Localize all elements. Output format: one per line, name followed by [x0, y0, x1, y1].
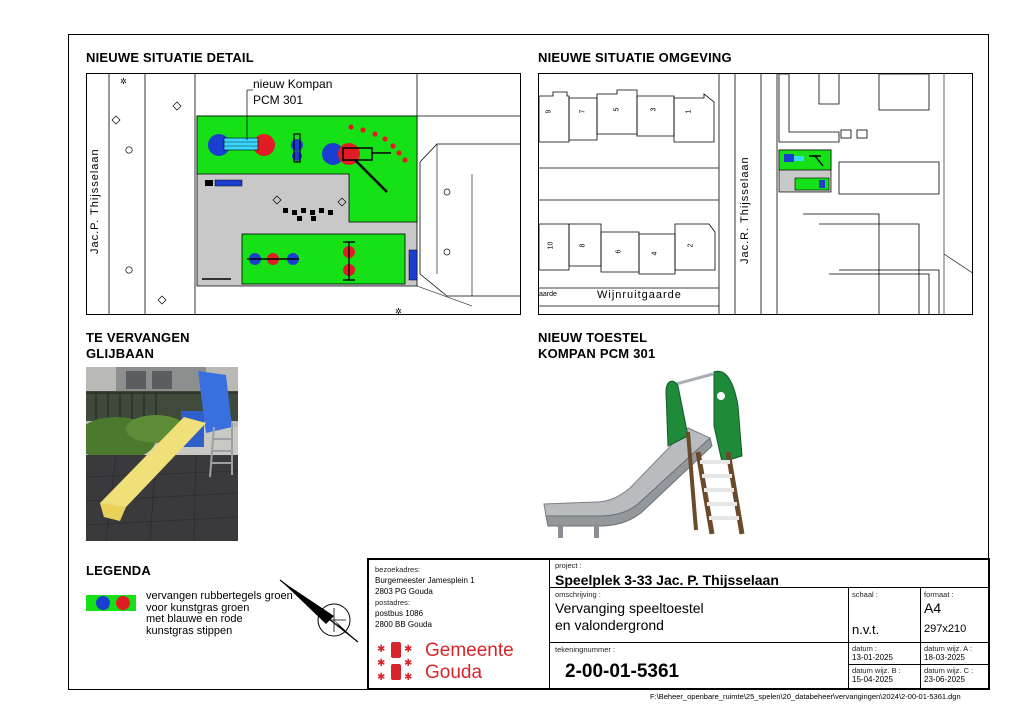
- detail-title: NIEUWE SITUATIE DETAIL: [86, 50, 254, 65]
- legend-title: LEGENDA: [86, 563, 151, 578]
- omgeving-map-drawing: [539, 74, 973, 315]
- house-number-3: 3: [650, 107, 658, 112]
- datum-label: datum :: [852, 644, 878, 653]
- file-path: F:\Beheer_openbare_ruimte\25_spelen\20_databeheer\vervangingen\2024\2-00-01-5361.dgn: [650, 692, 961, 701]
- house-number-6: 6: [615, 249, 623, 254]
- bezoekadres-line1: Burgemeester Jamesplein 1: [375, 576, 475, 585]
- formaat-label: formaat :: [924, 590, 954, 599]
- detail-callout-line2: PCM 301: [253, 93, 304, 107]
- vervangen-title-line2: GLIJBAAN: [86, 346, 155, 361]
- datum-value: 13-01-2025: [852, 653, 893, 662]
- house-number-1: 1: [685, 109, 693, 114]
- detail-map: [86, 73, 521, 315]
- house-number-8: 8: [579, 243, 587, 248]
- old-slide-image: [86, 367, 238, 541]
- gouda-logo-icon: [377, 640, 415, 682]
- bezoekadres-line2: 2803 PG Gouda: [375, 587, 433, 596]
- tb-divider-v3: [920, 588, 921, 688]
- legend-swatch: [86, 595, 136, 611]
- tekeningnummer-label: tekeningnummer :: [555, 645, 616, 654]
- omgeving-street-bottom-left: aarde: [539, 291, 557, 298]
- gouda-logo-mark: [377, 640, 415, 682]
- legend-text: [146, 591, 293, 637]
- wijz-b-label: datum wijz. B :: [852, 666, 901, 675]
- north-arrow-drawing: [276, 576, 364, 646]
- project-label: project :: [555, 561, 582, 570]
- schaal-label: schaal :: [852, 590, 878, 599]
- omgeving-street-bottom: Wijnruitgaarde: [597, 289, 682, 301]
- wijz-c-value: 23-06-2025: [924, 675, 965, 684]
- logo-text-line2: Gouda: [425, 662, 483, 683]
- new-slide-illustration: [538, 366, 763, 546]
- tb-divider-h3: [849, 642, 989, 643]
- legend-swatch-dots: [86, 595, 136, 611]
- omschrijving-label: omschrijving :: [555, 590, 601, 599]
- schaal-value: n.v.t.: [852, 622, 880, 637]
- tb-divider-h4: [849, 664, 989, 665]
- postadres-line1: postbus 1086: [375, 609, 424, 618]
- postadres-label: postadres:: [375, 598, 411, 607]
- wijz-a-label: datum wijz. A :: [924, 644, 972, 653]
- project-value: Speelplek 3-33 Jac. P. Thijsselaan: [555, 572, 779, 588]
- logo-text-line1: Gemeente: [425, 640, 514, 661]
- tekeningnummer-value: 2-00-01-5361: [565, 661, 680, 682]
- legend-line-2: voor kunstgras groen: [146, 601, 250, 614]
- house-number-2: 2: [687, 243, 695, 248]
- house-number-5: 5: [613, 107, 621, 112]
- legend-line-4: kunstgras stippen: [146, 624, 233, 637]
- svg-text:✱: ✱: [404, 672, 413, 682]
- wijz-b-value: 15-04-2025: [852, 675, 893, 684]
- north-arrow-icon: [276, 576, 364, 646]
- svg-text:✱: ✱: [377, 672, 386, 682]
- wijz-c-label: datum wijz. C :: [924, 666, 974, 675]
- omschrijving-line2: en valondergrond: [555, 617, 664, 633]
- svg-text:✱: ✱: [377, 658, 386, 669]
- house-number-7: 7: [579, 109, 587, 114]
- title-block: [367, 558, 990, 690]
- svg-text:✱: ✱: [404, 658, 413, 669]
- tb-divider-left: [549, 560, 550, 688]
- house-number-9: 9: [545, 109, 553, 114]
- svg-text:✲: ✲: [395, 307, 402, 316]
- legend-line-3: met blauwe en rode: [146, 613, 243, 625]
- omgeving-map: [538, 73, 973, 315]
- vervangen-title-line1: TE VERVANGEN: [86, 330, 190, 345]
- house-number-10: 10: [547, 241, 555, 250]
- detail-callout-line1: nieuw Kompan: [253, 77, 333, 91]
- tb-divider-h2: [550, 642, 848, 643]
- formaat-value: A4: [924, 600, 942, 616]
- omgeving-title: NIEUWE SITUATIE OMGEVING: [538, 50, 732, 65]
- svg-text:✱: ✱: [404, 644, 413, 655]
- bezoekadres-label: bezoekadres:: [375, 565, 421, 574]
- new-slide-image: [538, 366, 763, 546]
- formaat-size: 297x210: [924, 623, 967, 635]
- detail-street-label: Jac.P. Thijsselaan: [89, 148, 101, 254]
- postadres-line2: 2800 BB Gouda: [375, 620, 432, 629]
- wijz-a-value: 18-03-2025: [924, 653, 965, 662]
- detail-map-drawing: [87, 74, 521, 315]
- nieuw-title-line1: NIEUW TOESTEL: [538, 330, 648, 345]
- house-number-4: 4: [651, 251, 659, 256]
- svg-text:✲: ✲: [120, 77, 127, 86]
- tb-divider-v2: [848, 588, 849, 688]
- omschrijving-line1: Vervanging speeltoestel: [555, 600, 704, 616]
- omgeving-street-vertical: Jac.R. Thijsselaan: [739, 156, 751, 264]
- nieuw-title-line2: KOMPAN PCM 301: [538, 346, 656, 361]
- old-slide-photo: [86, 367, 238, 541]
- svg-text:✱: ✱: [377, 644, 386, 655]
- legend-line-1: vervangen rubbertegels groen: [146, 590, 293, 602]
